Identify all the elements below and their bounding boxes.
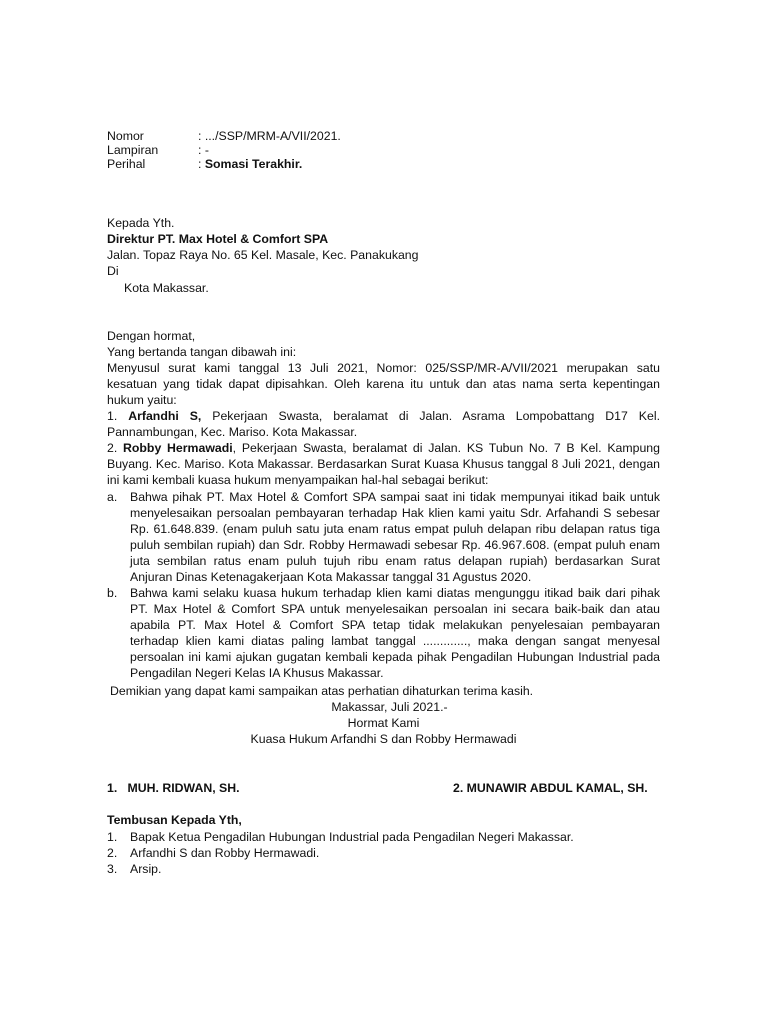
client-2-name: Robby Hermawadi xyxy=(123,441,233,455)
reference-line-1: Menyusul surat kami tanggal 13 Juli 2021, Nomor: 025/SSP/MR-A/VII/2021 merupakan satu xyxy=(107,361,660,375)
cc-title: Tembusan Kepada Yth, xyxy=(107,813,242,827)
recipient-di: Di xyxy=(107,264,119,278)
nomor-value: : .../SSP/MRM-A/VII/2021. xyxy=(198,129,341,143)
client-1-line-1: 1. Arfandhi S, Pekerjaan Swasta, beralamat di Jalan. Asrama Lompobattang D17 Kel. xyxy=(107,409,660,423)
recipient-address: Jalan. Topaz Raya No. 65 Kel. Masale, Kec. Panakukang xyxy=(107,248,419,262)
reference-line-3: hukum yaitu: xyxy=(107,393,177,407)
perihal-value: Somasi Terakhir. xyxy=(204,157,303,171)
point-b: b. Bahwa kami selaku kuasa hukum terhadap klien kami diatas mengunggu itikad baik dari pihak PT. Max Hotel & Comfort SPA untuk menyelesaikan persoalan ini secara baik-baik dan atau apabila PT. Max Hotel & Comfort SPA tetap tidak melakukan penyelesaian pembayaran terhadap klien kami diatas paling lambat tanggal ............., maka dengan sangat menyesal persoalan ini kami ajukan gugatan kembali kepada pihak Pengadilan Hubungan Industrial pada Pengadilan Negeri Kelas IA Khusus Makassar. xyxy=(107,586,660,680)
client-2-line-2: Buyang. Kec. Mariso. Kota Makassar. Berdasarkan Surat Kuasa Khusus tanggal 8 Juli 2021, dengan xyxy=(107,457,660,471)
closing-place-date: Makassar, Juli 2021.- xyxy=(331,700,448,714)
recipient-name: Direktur PT. Max Hotel & Comfort SPA xyxy=(107,232,329,246)
lampiran-label: Lampiran xyxy=(107,143,159,157)
salutation: Dengan hormat, xyxy=(107,329,196,343)
points-list xyxy=(107,489,660,681)
intro-line: Yang bertanda tangan dibawah ini: xyxy=(107,345,297,359)
perihal-prefix: : xyxy=(198,157,205,171)
letter-body xyxy=(107,328,660,488)
perihal-label: Perihal xyxy=(107,157,146,171)
reference-line-2: kesatuan yang tidak dapat dipisahkan. Oleh karena itu untuk dan atas nama serta kepentingan xyxy=(107,377,660,391)
lampiran-value: : - xyxy=(198,143,209,157)
cc-item: 3. Arsip. xyxy=(107,862,162,876)
closing-role: Kuasa Hukum Arfandhi S dan Robby Hermawadi xyxy=(250,732,517,746)
closing-regards: Hormat Kami xyxy=(347,716,420,730)
signatory-2: 2. MUNAWIR ABDUL KAMAL, SH. xyxy=(453,781,648,795)
cc-list xyxy=(107,829,660,877)
closing-thanks: Demikian yang dapat kami sampaikan atas perhatian dihaturkan terima kasih. xyxy=(110,684,534,698)
client-1-name: Arfandhi S, xyxy=(128,409,202,423)
nomor-label: Nomor xyxy=(107,129,144,143)
point-b-marker: b. xyxy=(107,586,118,600)
client-2-line-1: 2. Robby Hermawadi, Pekerjaan Swasta, beralamat di Jalan. KS Tubun No. 7 B Kel. Kampung xyxy=(107,441,660,455)
point-a: a. Bahwa pihak PT. Max Hotel & Comfort SPA sampai saat ini tidak mempunyai itikad baik untuk menyelesaikan persoalan pembayaran terhadap Hak klien kami yaitu Sdr. Arfahandi S sebesar Rp. 61.648.839. (enam puluh satu juta enam ratus empat puluh delapan ribu delapan ratus tiga puluh sembilan rupiah) dan Sdr. Robby Hermawadi sebesar Rp. 46.967.608. (empat puluh enam juta sembilan ratus enam puluh tujuh ribu enam ratus delapan rupiah) berdasarkan Surat Anjuran Dinas Ketenagakerjaan Kota Makassar tanggal 31 Agustus 2020. xyxy=(107,490,660,584)
client-1-line-2: Pannambungan, Kec. Mariso. Kota Makassar. xyxy=(107,425,358,439)
signatory-1: 1. MUH. RIDWAN, SH. xyxy=(107,781,240,795)
cc-item: 2. Arfandhi S dan Robby Hermawadi. xyxy=(107,846,320,860)
point-a-marker: a. xyxy=(107,490,118,504)
recipient-greeting: Kepada Yth. xyxy=(107,216,175,230)
client-2-line-3: ini kami kembali kuasa hukum menyampaikan hal-hal sebagai berikut: xyxy=(107,473,489,487)
cc-item: 1. Bapak Ketua Pengadilan Hubungan Industrial pada Pengadilan Negeri Makassar. xyxy=(107,830,574,844)
recipient-city: Kota Makassar. xyxy=(124,281,209,295)
